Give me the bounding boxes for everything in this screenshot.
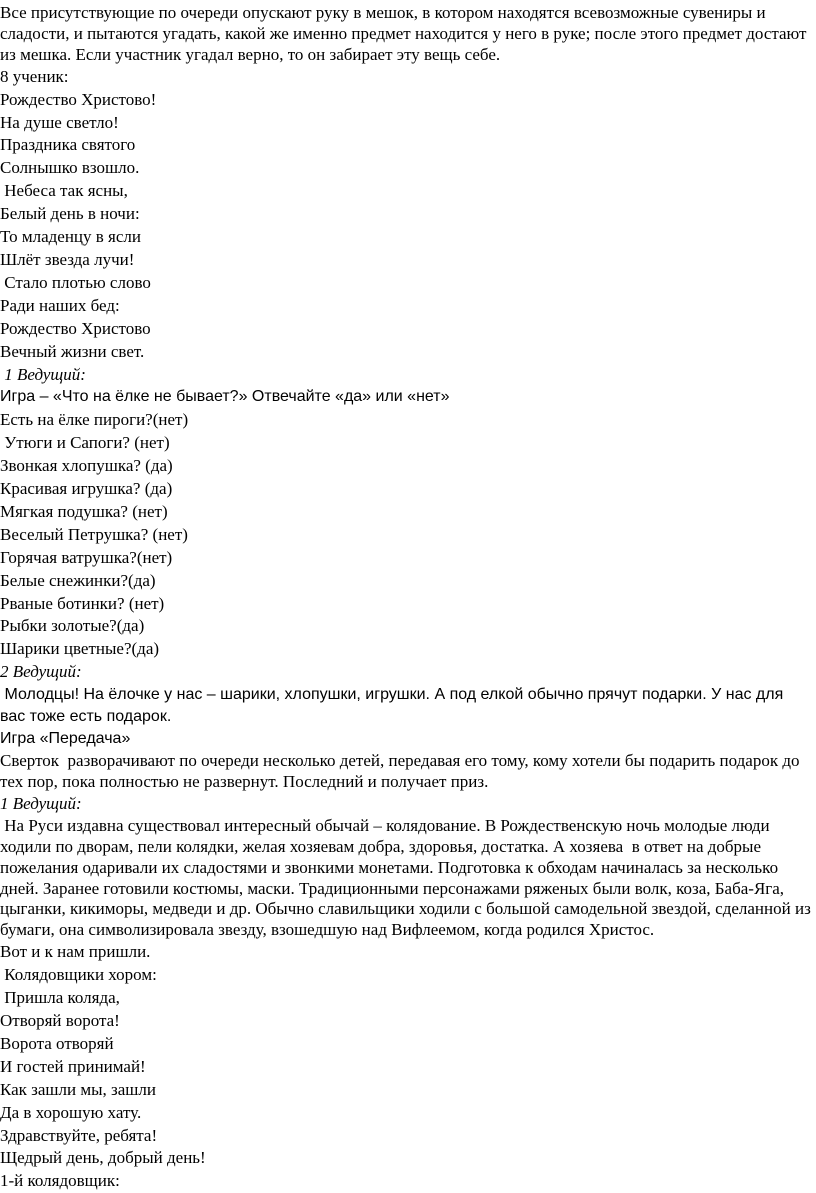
text-line: Рваные ботинки? (нет) bbox=[0, 593, 165, 613]
text-line: Красивая игрушка? (да) bbox=[0, 479, 173, 499]
text-line: Отворяй ворота! bbox=[0, 1010, 120, 1030]
text-line: Пришла коляда, bbox=[0, 988, 120, 1008]
text-line: Ворота отворяй bbox=[0, 1033, 114, 1053]
text-line: Все присутствующие по очереди опускают руку в мешок, в котором находятся всевозможные сувениры и сладости, и пытаются угадать, какой же именно предмет находится у него в руке; после этого предмет достают из мешка. Если участник угадал верно, то он забирает эту вещь себе. bbox=[0, 3, 811, 64]
text-line: Мягкая подушка? (нет) bbox=[0, 501, 168, 521]
text-line: Как зашли мы, зашли bbox=[0, 1079, 156, 1099]
text-line: Игра «Передача» bbox=[0, 730, 131, 748]
text-line: Праздника святого bbox=[0, 135, 136, 155]
text-line: Рождество Христово! bbox=[0, 89, 157, 109]
text-line: Сверток разворачивают по очереди несколько детей, передавая его тому, кому хотели бы подарить подарок до тех пор, пока полностью не развернут. Последний и получает приз. bbox=[0, 751, 804, 791]
text-line: 1-й колядовщик: bbox=[0, 1171, 120, 1191]
text-line: 1 Ведущий: bbox=[0, 364, 86, 384]
text-line: 8 ученик: bbox=[0, 66, 69, 86]
text-line: Небеса так ясны, bbox=[0, 181, 128, 201]
text-line: Веселый Петрушка? (нет) bbox=[0, 524, 188, 544]
text-line: Молодцы! На ёлочке у нас – шарики, хлопушки, игрушки. А под елкой обычно прячут подарки. У нас для вас тоже есть подарок. bbox=[0, 686, 788, 726]
text-line: Горячая ватрушка?(нет) bbox=[0, 547, 173, 567]
text-line: Колядовщики хором: bbox=[0, 965, 157, 985]
text-line: Ради наших бед: bbox=[0, 295, 120, 315]
text-line: Белый день в ночи: bbox=[0, 204, 140, 224]
text-line: Рождество Христово bbox=[0, 318, 151, 338]
text-line: Шлёт звезда лучи! bbox=[0, 249, 135, 269]
text-line: Вот и к нам пришли. bbox=[0, 942, 151, 962]
text-line: То младенцу в ясли bbox=[0, 227, 142, 247]
text-line: На душе светло! bbox=[0, 112, 119, 132]
text-line: Солнышко взошло. bbox=[0, 158, 140, 178]
text-line: Вечный жизни свет. bbox=[0, 341, 145, 361]
text-line: Стало плотью слово bbox=[0, 272, 151, 292]
text-line: Игра – «Что на ёлке не бывает?» Отвечайте «да» или «нет» bbox=[0, 388, 450, 406]
text-line: Да в хорошую хату. bbox=[0, 1102, 142, 1122]
text-line: Шарики цветные?(да) bbox=[0, 639, 160, 659]
text-line: Рыбки золотые?(да) bbox=[0, 616, 145, 636]
text-line: Белые снежинки?(да) bbox=[0, 570, 156, 590]
text-line: Здравствуйте, ребята! bbox=[0, 1125, 158, 1145]
text-line: Щедрый день, добрый день! bbox=[0, 1148, 206, 1168]
text-line: На Руси издавна существовал интересный обычай – колядование. В Рождественскую ночь молодые люди ходили по дворам, пели колядки, желая хозяевам добра, здоровья, достатка. А хозяева в ответ на добрые пожелания одаривали их сладостями и звонкими монетами. Подготовка к обходам начиналась за несколько дней. Заранее готовили костюмы, маски. Традиционными персонажами ряженых были волк, коза, Баба-Яга, цыганки, кикиморы, медведи и др. Обычно славильщики ходили с большой самодельной звездой, сделанной из бумаги, она символизировала звезду, взошедшую над Вифлеемом, когда родился Христос. bbox=[0, 815, 816, 940]
text-line: 2 Ведущий: bbox=[0, 662, 82, 682]
text-line: 1 Ведущий: bbox=[0, 793, 82, 813]
text-line: Есть на ёлке пироги?(нет) bbox=[0, 410, 189, 430]
text-line: И гостей принимай! bbox=[0, 1056, 146, 1076]
text-line: Утюги и Сапоги? (нет) bbox=[0, 433, 170, 453]
text-line: Звонкая хлопушка? (да) bbox=[0, 456, 173, 476]
